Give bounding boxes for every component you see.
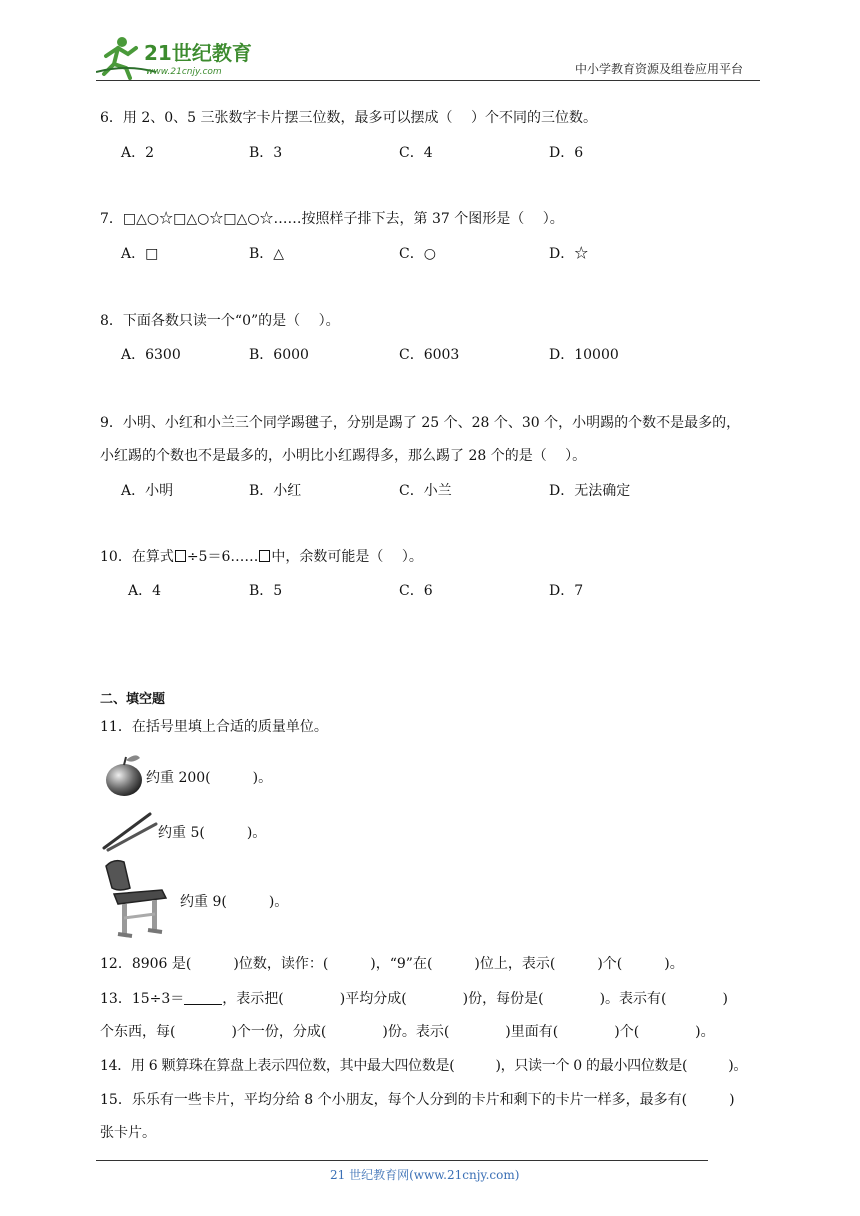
header-divider	[96, 80, 760, 81]
q7-option-d[interactable]: D．☆	[549, 246, 589, 262]
question-13-line-1	[100, 988, 728, 1008]
q9-option-c[interactable]: C．小兰	[399, 483, 452, 499]
q13-equation: 13．15÷3＝	[100, 991, 185, 1007]
question-10	[100, 546, 423, 566]
q10-option-d[interactable]: D．7	[549, 583, 584, 599]
question-8: 8．下面各数只读一个“0”的是（ ）。	[100, 313, 340, 329]
question-11: 11．在括号里填上合适的质量单位。	[100, 719, 328, 735]
apple-image	[102, 752, 146, 798]
q10-option-b[interactable]: B．5	[249, 583, 283, 599]
answer-blank[interactable]	[184, 992, 222, 1005]
chopsticks-weight-text: 约重 5( )。	[158, 825, 267, 841]
q13-line-1-text: ，表示把( )平均分成( )份，每份是( )。表示有( )	[222, 991, 728, 1007]
section-title-fill-in: 二、填空题	[100, 692, 166, 707]
question-15-line-1: 15．乐乐有一些卡片，平均分给 8 个小朋友，每个人分到的卡片和剩下的卡片一样多，最多有( )	[100, 1092, 735, 1108]
footer-link[interactable]: 21 世纪教育网(www.21cnjy.com)	[330, 1168, 520, 1182]
q7-option-a[interactable]: A．□	[121, 246, 159, 262]
question-12: 12．8906 是( )位数，读作：( )，“9”在( )位上，表示( )个( )。	[100, 956, 684, 972]
q10-option-a[interactable]: A．4	[128, 583, 162, 599]
footer-divider	[96, 1160, 708, 1161]
logo-runner-icon	[96, 34, 256, 80]
question-9-line-2: 小红踢的个数也不是最多的，小明比小红踢得多，那么踢了 28 个的是（ ）。	[100, 448, 587, 464]
question-15-line-2: 张卡片。	[100, 1125, 156, 1141]
q6-option-a[interactable]: A．2	[121, 145, 155, 161]
svg-text:www.21cnjy.com: www.21cnjy.com	[146, 67, 222, 77]
square-box-icon	[259, 550, 270, 562]
q10-option-c[interactable]: C．6	[399, 583, 433, 599]
header-platform-text: 中小学教育资源及组卷应用平台	[575, 62, 744, 76]
q10-suffix: 中，余数可能是（ ）。	[271, 549, 423, 565]
q8-option-b[interactable]: B．6000	[249, 347, 309, 363]
chair-image	[100, 858, 170, 940]
chair-icon	[100, 858, 170, 940]
square-box-icon	[175, 550, 186, 562]
svg-text:21世纪教育: 21世纪教育	[144, 41, 252, 65]
question-6: 6．用 2、0、5 三张数字卡片摆三位数，最多可以摆成（ ）个不同的三位数。	[100, 110, 597, 126]
q8-option-d[interactable]: D．10000	[549, 347, 619, 363]
q9-option-b[interactable]: B．小红	[249, 483, 302, 499]
apple-weight-text: 约重 200( )。	[146, 770, 273, 786]
q6-option-d[interactable]: D．6	[549, 145, 584, 161]
q6-option-b[interactable]: B．3	[249, 145, 283, 161]
q7-option-b[interactable]: B．△	[249, 246, 285, 262]
question-14: 14．用 6 颗算珠在算盘上表示四位数，其中最大四位数是( )，只读一个 0 的最小四位数是( )。	[100, 1058, 748, 1074]
question-13-line-2: 个东西，每( )个一份，分成( )份。表示( )里面有( )个( )。	[100, 1024, 715, 1040]
chopsticks-icon	[100, 808, 158, 852]
q10-prefix: 10．在算式	[100, 549, 174, 565]
chair-weight-text: 约重 9( )。	[180, 894, 289, 910]
q7-option-c[interactable]: C．○	[399, 246, 436, 262]
apple-icon	[102, 752, 146, 798]
question-9-line-1: 9．小明、小红和小兰三个同学踢毽子，分别是踢了 25 个、28 个、30 个，小明踢的个数不是最多的，	[100, 415, 741, 431]
q9-option-d[interactable]: D．无法确定	[549, 483, 631, 499]
q9-option-a[interactable]: A．小明	[121, 483, 174, 499]
q6-option-c[interactable]: C．4	[399, 145, 433, 161]
q8-option-c[interactable]: C．6003	[399, 347, 460, 363]
question-7: 7．□△○☆□△○☆□△○☆……按照样子排下去，第 37 个图形是（ ）。	[100, 211, 564, 227]
chopsticks-image	[100, 808, 158, 852]
site-logo	[96, 34, 256, 80]
q8-option-a[interactable]: A．6300	[121, 347, 181, 363]
q10-middle: ÷5＝6……	[186, 549, 259, 565]
